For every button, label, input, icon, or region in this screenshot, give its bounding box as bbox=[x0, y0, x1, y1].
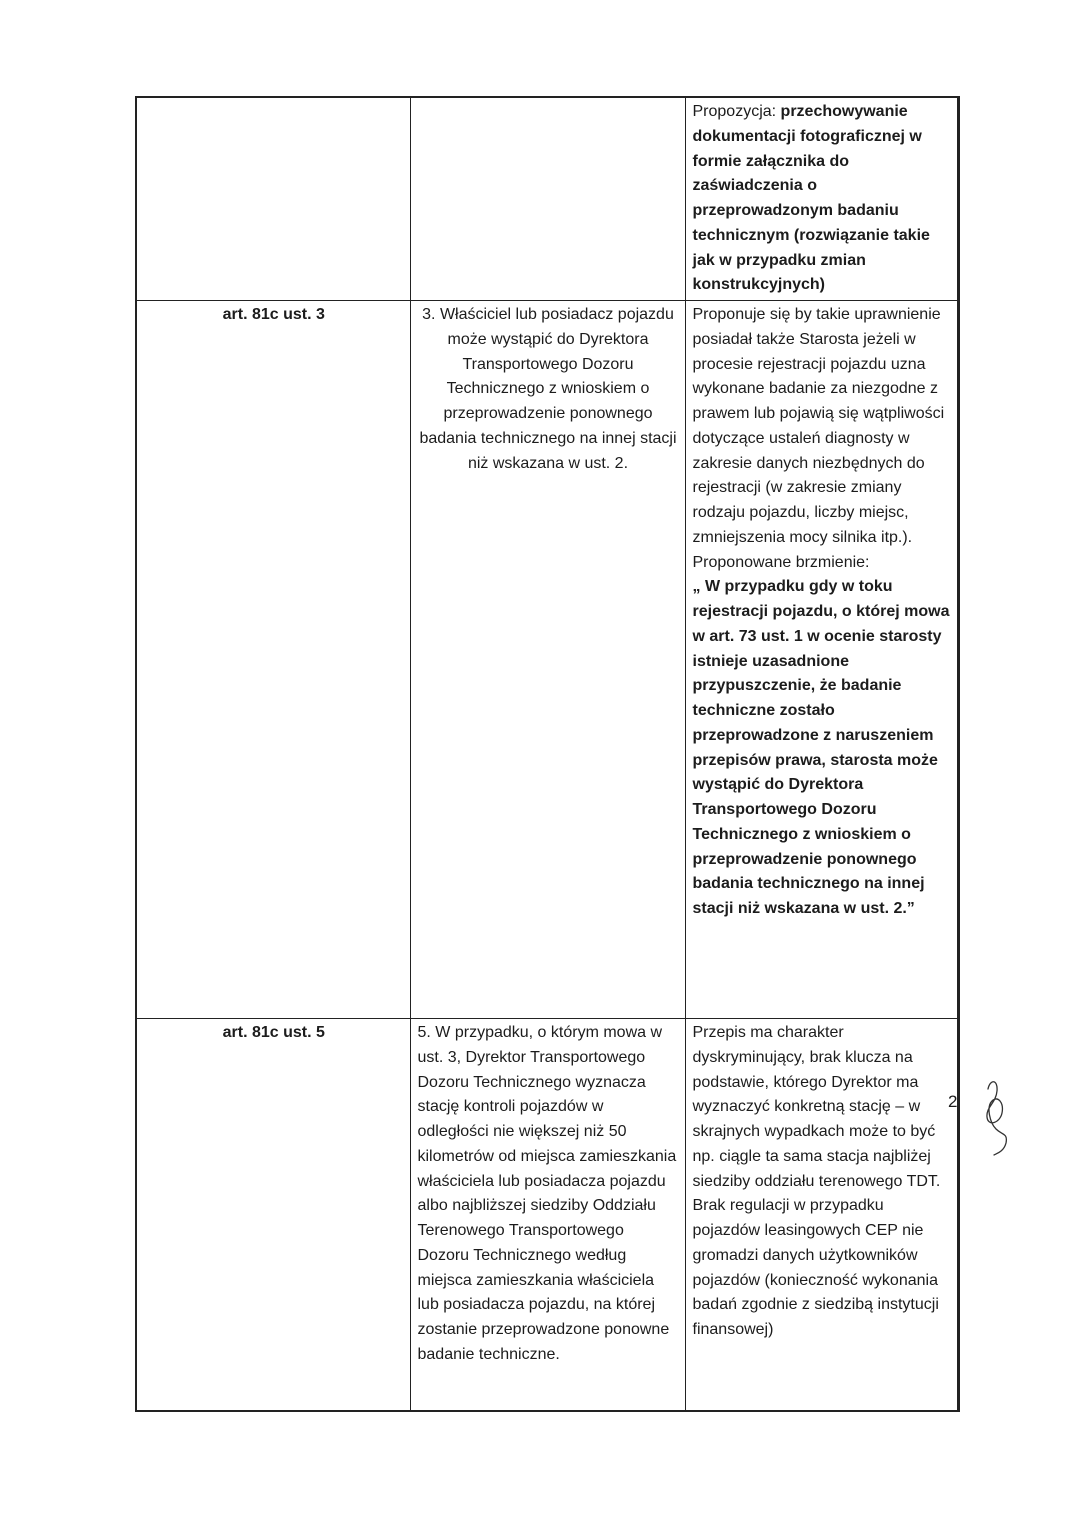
law-text-cell: 3. Właściciel lub posiadacz pojazdu może wystąpić do Dyrektora Transportowego Dozoru Technicznego z wnioskiem o przeprowadzenie ponownego badania technicznego na innej stacji niż wskazana w ust. 2. bbox=[410, 301, 685, 1019]
comment-cell bbox=[685, 97, 958, 301]
table-row bbox=[136, 1019, 958, 1411]
comment-proposal: przechowywanie dokumentacji fotograficznej w formie załącznika do zaświadczenia o przeprowadzonym badaniu technicznym (rozwiązanie takie jak w przypadku zmian konstrukcyjnych) bbox=[692, 103, 930, 294]
law-text-cell bbox=[410, 97, 685, 301]
handwritten-signature bbox=[978, 1077, 1014, 1157]
article-reference-cell bbox=[136, 97, 410, 301]
article-reference-cell: art. 81c ust. 3 bbox=[136, 301, 410, 1019]
comment-paragraph: Przepis ma charakter dyskryminujący, brak klucza na podstawie, którego Dyrektor ma wyznaczyć konkretną stację – w skrajnych wypadkach może to być np. ciągle ta sama stacja najbliżej siedziby oddziału terenowego TDT. bbox=[692, 1024, 941, 1190]
comment-paragraph: Proponowane brzmienie: bbox=[692, 553, 870, 571]
page-number: 2 bbox=[948, 1092, 958, 1111]
comment-lead: Propozycja: bbox=[692, 103, 781, 120]
proposed-wording: „ W przypadku gdy w toku rejestracji pojazdu, o której mowa w art. 73 ust. 1 w ocenie starosty istnieje uzasadnione przypuszczenie, że badanie techniczne zostało przeprowadzone z naruszeniem przepisów prawa, starosta może wystąpić do Dyrektora Transportowego Dozoru Technicznego z wnioskiem o przeprowadzenie ponownego badania technicznego na innej stacji niż wskazana w ust. 2.” bbox=[692, 578, 950, 917]
table-row bbox=[136, 97, 958, 301]
comment-paragraph: Brak regulacji w przypadku pojazdów leasingowych CEP nie gromadzi danych użytkowników pojazdów (konieczność wykonania badań zgodnie z siedzibą instytucji finansowej) bbox=[692, 1197, 939, 1338]
law-text-cell: 5. W przypadku, o którym mowa w ust. 3, Dyrektor Transportowego Dozoru Technicznego wyznacza stację kontroli pojazdów w odległości nie większej niż 50 kilometrów od miejsca zamieszkania właściciela lub posiadacza pojazdu albo najbliższej siedziby Oddziału Terenowego Transportowego Dozoru Technicznego według miejsca zamieszkania właściciela lub posiadacza pojazdu, na której zostanie przeprowadzone ponowne badanie techniczne. bbox=[410, 1019, 685, 1411]
article-reference-cell: art. 81c ust. 5 bbox=[136, 1019, 410, 1411]
comment-paragraph: Proponuje się by takie uprawnienie posiadał także Starosta jeżeli w procesie rejestracji pojazdu uzna wykonane badanie za niezgodne z prawem lub pojawią się wątpliwości dotyczące ustaleń diagnosty w zakresie danych niezbędnych do rejestracji (w zakresie zmiany rodzaju pojazdu, liczby miejsc, zmniejszenia mocy silnika itp.). bbox=[692, 306, 945, 546]
comment-cell bbox=[685, 1019, 958, 1411]
table-row bbox=[136, 301, 958, 1019]
comment-cell bbox=[685, 301, 958, 1019]
comments-table bbox=[135, 96, 960, 1412]
